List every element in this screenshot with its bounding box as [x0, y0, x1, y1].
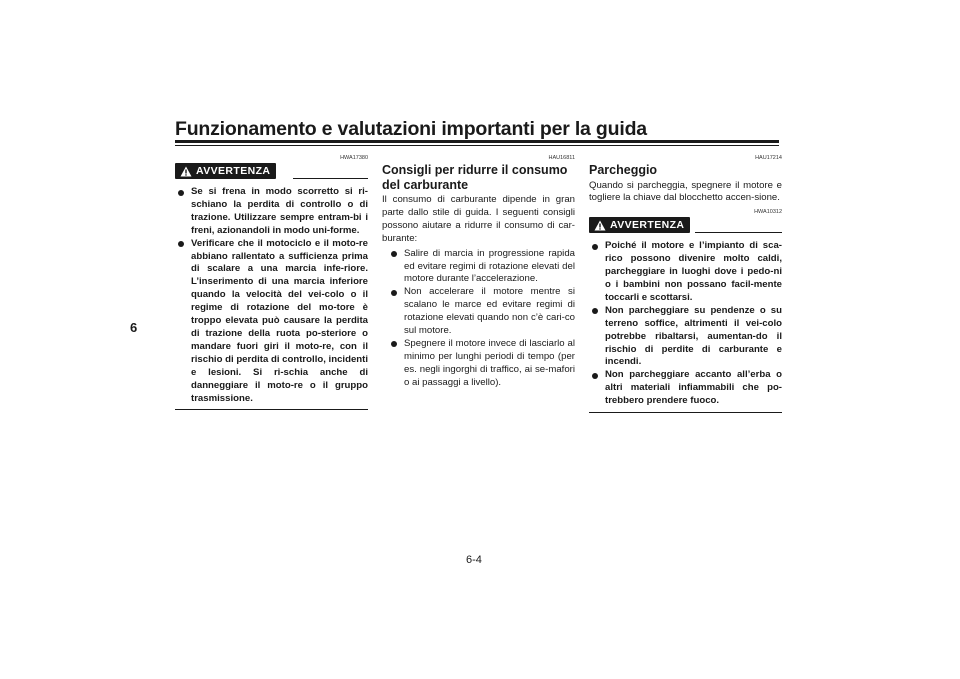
chapter-number: 6 [130, 320, 138, 335]
section-intro: Il consumo di carburante dipende in gran parte dallo stile di guida. I seguenti consigli possono aiutare a ridurre il consumo di car-burante: [382, 194, 575, 244]
bullet-dot-icon [391, 290, 397, 296]
column-fuel-tips [382, 154, 575, 390]
warning-rule [695, 232, 782, 233]
page-title: Funzionamento e valutazioni importanti per la guida [175, 118, 647, 140]
list-item: Non accelerare il motore mentre si scalano le marce ed evitare regimi di rotazione elevati quando non c’è cari-co sul motore. [388, 286, 575, 338]
list-item: Se si frena in modo scorretto si ri-schiano la perdita di controllo o di trazione. Utilizzare sempre entram-bi i freni, azionandoli in modo uni-forme. [175, 186, 368, 238]
warning-list [589, 240, 782, 408]
warning-badge [175, 163, 276, 179]
list-item: Poiché il motore e l’impianto di sca-rico possono divenire molto caldi, parcheggiare in luoghi dove i pedo-ni o i bambini non possano facil-mente toccarli e scottarsi. [589, 240, 782, 305]
page-number: 6-4 [466, 554, 482, 566]
warning-list [175, 186, 368, 405]
warning-badge [589, 217, 690, 233]
warning-header [175, 162, 368, 184]
bullet-dot-icon [592, 308, 598, 314]
warning-header [589, 216, 782, 238]
bullet-dot-icon [592, 373, 598, 379]
warning-end-rule [589, 412, 782, 413]
list-item: Spegnere il motore invece di lasciarlo al minimo per lunghi periodi di tempo (per es. negli ingorghi di traffico, ai se-mafori o ai passaggi a livello). [388, 338, 575, 390]
tips-list [388, 248, 575, 390]
warning-end-rule [175, 409, 368, 410]
column-braking-warning [175, 154, 368, 410]
bullet-dot-icon [178, 190, 184, 196]
warning-label: AVVERTENZA [196, 165, 271, 177]
title-rule-thin [175, 145, 779, 146]
warning-triangle-icon [594, 220, 606, 231]
title-rule [175, 140, 779, 143]
bullet-dot-icon [178, 241, 184, 247]
list-item: Salire di marcia in progressione rapida ed evitare regimi di rotazione elevati del motore durante l’accelerazione. [388, 248, 575, 287]
list-item: Verificare che il motociclo e il moto-re abbiano rallentato a sufficienza prima di scalare a una marcia infe-riore. L’inserimento di una marcia inferiore quando la velocità del vei-colo o il regime di rotazione del mo-tore è troppo elevata può causare la perdita di trazione della ruota po-steriore o mandare fuori giri il moto-re, con il rischio di perdita di controllo, incidenti e lesioni. Si ri-schia anche di danneggiare il moto-re o il gruppo trasmissione. [175, 238, 368, 406]
warning-triangle-icon [180, 166, 192, 177]
section-code: HAU16811 [548, 155, 575, 161]
list-item: Non parcheggiare accanto all’erba o altri materiali infiammabili che po-trebbero prendere fuoco. [589, 369, 782, 408]
bullet-dot-icon [391, 251, 397, 257]
warning-label: AVVERTENZA [610, 219, 685, 232]
column-parking [589, 154, 782, 413]
section-code: HAU17214 [755, 155, 782, 161]
bullet-dot-icon [592, 244, 598, 250]
warning-code: HWA10312 [754, 209, 782, 216]
section-intro: Quando si parcheggia, spegnere il motore e togliere la chiave dal blocchetto accen-sione. [589, 179, 782, 204]
warning-code: HWA17380 [340, 155, 368, 161]
section-title: Consigli per ridurre il consumo del carburante [382, 163, 568, 192]
section-title: Parcheggio [589, 163, 658, 177]
list-item: Non parcheggiare su pendenze o su terreno soffice, altrimenti il vei-colo potrebbe ribaltarsi, aumentan-do il rischio di perdite di carburante e incendi. [589, 305, 782, 370]
warning-rule [293, 178, 368, 179]
bullet-dot-icon [391, 341, 397, 347]
